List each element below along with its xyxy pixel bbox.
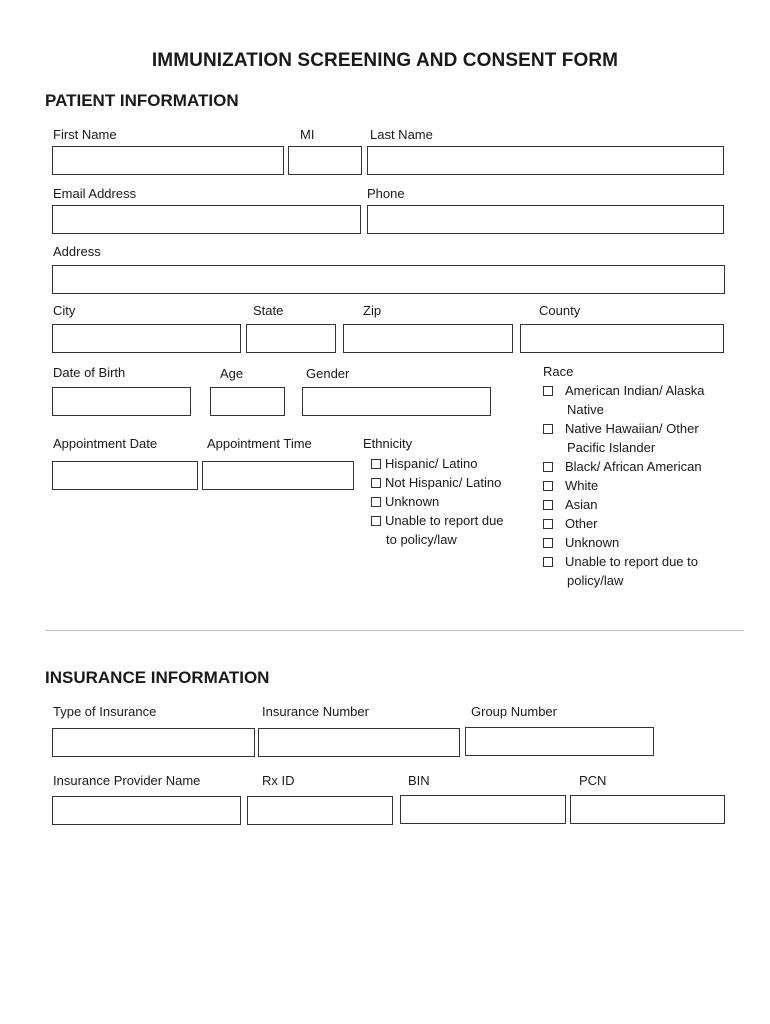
dob-field[interactable] (52, 387, 191, 416)
phone-field[interactable] (367, 205, 724, 234)
age-field[interactable] (210, 387, 285, 416)
first-name-field[interactable] (52, 146, 284, 175)
race-option-native-hawaiian[interactable]: Native Hawaiian/ Other (543, 419, 699, 438)
race-option-white[interactable]: White (543, 476, 598, 495)
ethnicity-option-unknown[interactable]: Unknown (371, 492, 439, 511)
insurance-type-label: Type of Insurance (53, 704, 157, 719)
patient-info-heading: PATIENT INFORMATION (45, 91, 239, 110)
age-label: Age (220, 366, 244, 381)
race-option-black[interactable]: Black/ African American (543, 457, 702, 476)
checkbox[interactable] (543, 424, 553, 434)
zip-field[interactable] (343, 324, 513, 353)
ethnicity-option-hispanic[interactable]: Hispanic/ Latino (371, 454, 478, 473)
checkbox[interactable] (371, 459, 381, 469)
last-name-label: Last Name (370, 127, 433, 142)
race-option-other[interactable]: Other (543, 514, 598, 533)
address-label: Address (53, 244, 101, 259)
state-field[interactable] (246, 324, 336, 353)
county-label: County (539, 303, 581, 318)
appt-time-label: Appointment Time (207, 436, 312, 451)
group-number-field[interactable] (465, 727, 654, 756)
pcn-label: PCN (579, 773, 607, 788)
gender-label: Gender (306, 366, 350, 381)
state-label: State (253, 303, 284, 318)
ethnicity-option-unable[interactable]: Unable to report due (371, 511, 504, 530)
checkbox[interactable] (371, 497, 381, 507)
group-number-label: Group Number (471, 704, 557, 719)
dob-label: Date of Birth (53, 365, 126, 380)
email-field[interactable] (52, 205, 361, 234)
mi-field[interactable] (288, 146, 362, 175)
race-option-american-indian-cont: Native (567, 402, 604, 417)
pcn-field[interactable] (570, 795, 725, 824)
checkbox[interactable] (543, 481, 553, 491)
form-title: IMMUNIZATION SCREENING AND CONSENT FORM (151, 50, 619, 71)
race-option-asian[interactable]: Asian (543, 495, 598, 514)
county-field[interactable] (520, 324, 724, 353)
provider-name-label: Insurance Provider Name (53, 773, 201, 788)
insurance-type-field[interactable] (52, 728, 255, 757)
race-option-unable-cont: policy/law (567, 573, 624, 588)
insurance-info-heading: INSURANCE INFORMATION (45, 668, 270, 687)
checkbox[interactable] (543, 500, 553, 510)
checkbox[interactable] (371, 478, 381, 488)
section-divider (45, 630, 744, 631)
ethnicity-option-unable-cont: to policy/law (386, 532, 457, 547)
race-option-native-hawaiian-cont: Pacific Islander (567, 440, 656, 455)
provider-name-field[interactable] (52, 796, 241, 825)
rx-id-label: Rx ID (262, 773, 295, 788)
race-option-american-indian[interactable]: American Indian/ Alaska (543, 381, 704, 400)
email-label: Email Address (53, 186, 137, 201)
bin-label: BIN (408, 773, 430, 788)
first-name-label: First Name (53, 127, 117, 142)
appt-date-field[interactable] (52, 461, 198, 490)
race-option-unknown[interactable]: Unknown (543, 533, 619, 552)
insurance-number-label: Insurance Number (262, 704, 369, 719)
checkbox[interactable] (543, 462, 553, 472)
checkbox[interactable] (543, 557, 553, 567)
ethnicity-option-not-hispanic[interactable]: Not Hispanic/ Latino (371, 473, 501, 492)
checkbox[interactable] (543, 538, 553, 548)
insurance-number-field[interactable] (258, 728, 460, 757)
checkbox[interactable] (543, 386, 553, 396)
race-option-unable[interactable]: Unable to report due to (543, 552, 698, 571)
rx-id-field[interactable] (247, 796, 393, 825)
address-field[interactable] (52, 265, 725, 294)
mi-label: MI (300, 127, 315, 142)
gender-field[interactable] (302, 387, 491, 416)
bin-field[interactable] (400, 795, 566, 824)
appt-time-field[interactable] (202, 461, 354, 490)
zip-label: Zip (363, 303, 382, 318)
checkbox[interactable] (543, 519, 553, 529)
city-label: City (53, 303, 76, 318)
race-label: Race (543, 364, 574, 379)
appt-date-label: Appointment Date (53, 436, 158, 451)
phone-label: Phone (367, 186, 405, 201)
checkbox[interactable] (371, 516, 381, 526)
ethnicity-label: Ethnicity (363, 436, 413, 451)
city-field[interactable] (52, 324, 241, 353)
last-name-field[interactable] (367, 146, 724, 175)
